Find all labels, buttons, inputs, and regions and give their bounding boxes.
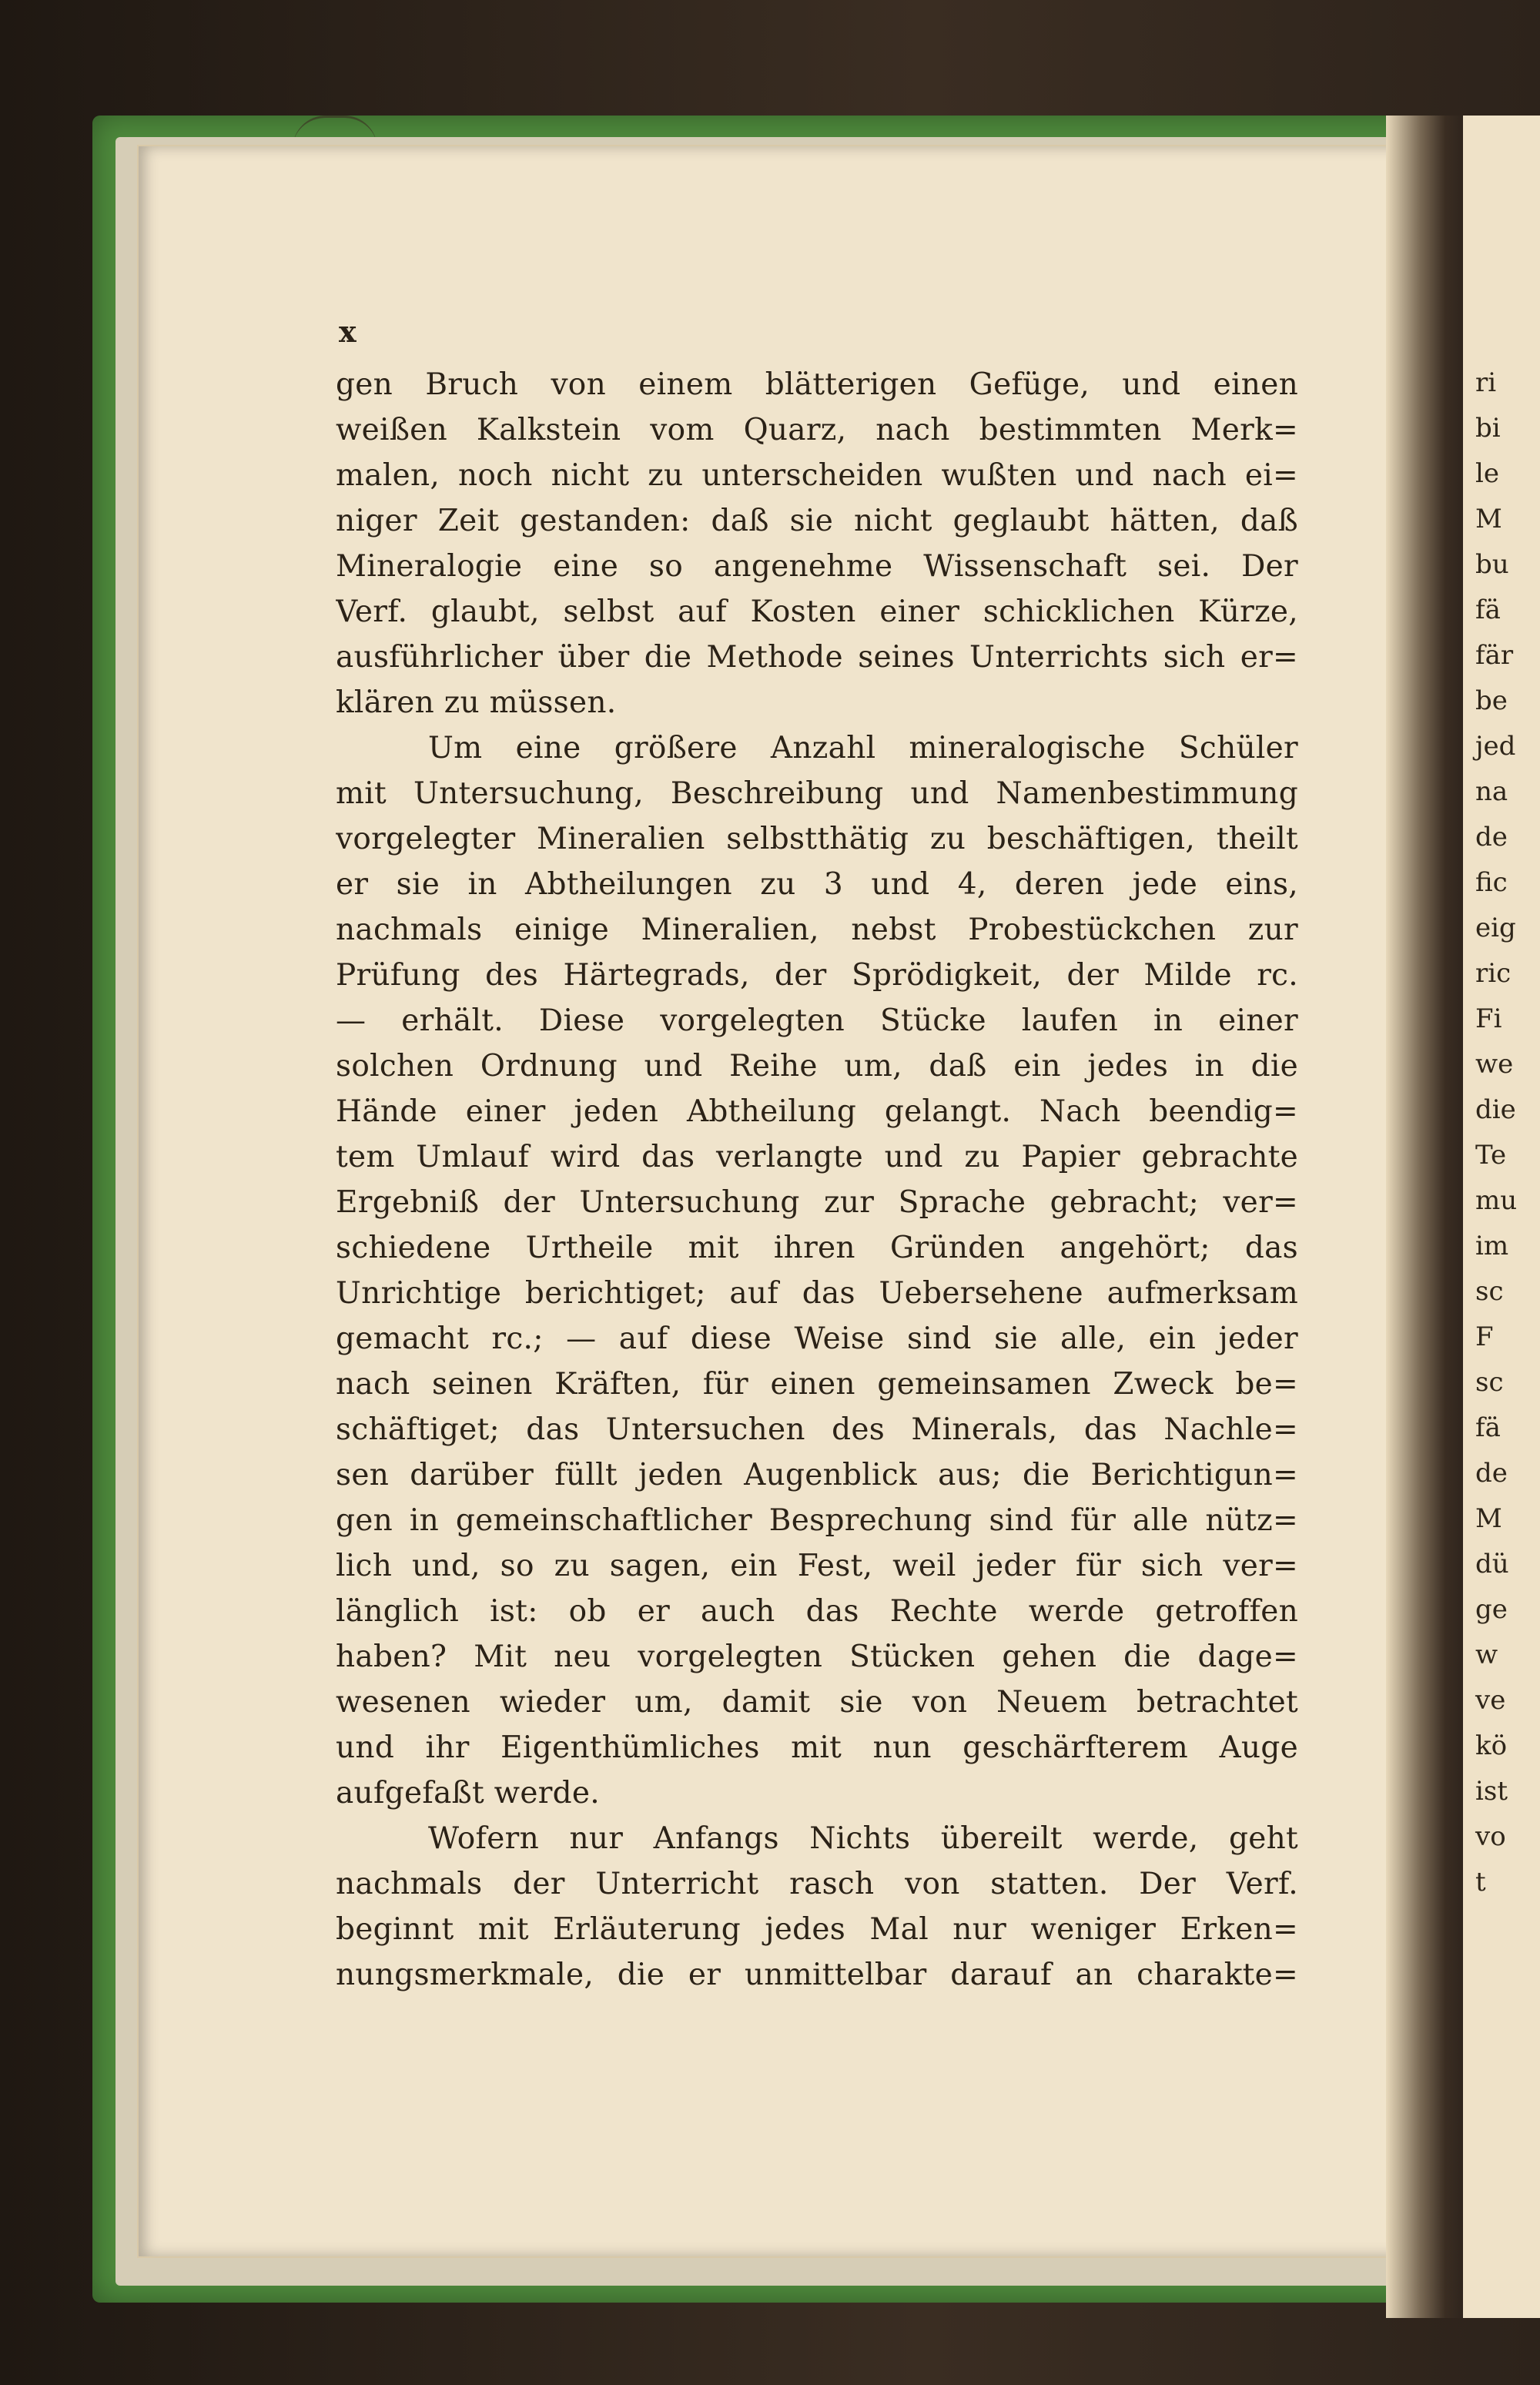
text-line: gemacht rc.; — auf diese Weise sind sie alle, ein jeder — [336, 1321, 1298, 1356]
facing-page-fragment — [1463, 116, 1540, 2318]
text-line: malen, noch nicht zu unterscheiden wußten und nach ei= — [336, 458, 1298, 493]
facing-line: im — [1475, 1231, 1509, 1261]
facing-line: fär — [1475, 640, 1514, 671]
facing-line: M — [1475, 504, 1502, 534]
text-line: gen in gemeinschaftlicher Besprechung sind für alle nütz= — [336, 1503, 1298, 1538]
facing-line: ri — [1475, 367, 1497, 398]
text-line: sen darüber füllt jeden Augenblick aus; die Berichtigun= — [336, 1458, 1298, 1492]
text-line: nachmals der Unterricht rasch von statten. Der Verf. — [336, 1867, 1298, 1901]
facing-line: bu — [1475, 549, 1509, 580]
facing-line: Fi — [1475, 1003, 1502, 1034]
text-line: niger Zeit gestanden: daß sie nicht geglaubt hätten, daß — [336, 504, 1298, 538]
text-line: aufgefaßt werde. — [336, 1776, 601, 1811]
page-body — [336, 362, 1298, 1998]
text-line: tem Umlauf wird das verlangte und zu Papier gebrachte — [336, 1140, 1298, 1174]
text-line: Hände einer jeden Abtheilung gelangt. Nach beendig= — [336, 1094, 1298, 1129]
paragraph-start: Um eine größere Anzahl mineralogische Schüler — [428, 731, 1298, 765]
facing-line: mu — [1475, 1185, 1518, 1216]
text-line: nachmals einige Mineralien, nebst Probestückchen zur — [336, 913, 1298, 947]
facing-line: eig — [1475, 913, 1516, 943]
text-line: weißen Kalkstein vom Quarz, nach bestimmten Merk= — [336, 413, 1298, 447]
page-number: x — [339, 314, 357, 349]
facing-line: w — [1475, 1640, 1498, 1670]
text-line: mit Untersuchung, Beschreibung und Namenbestimmung — [336, 776, 1298, 811]
facing-line: F — [1475, 1321, 1494, 1352]
facing-line: t — [1475, 1867, 1486, 1898]
text-line: solchen Ordnung und Reihe um, daß ein jedes in die — [336, 1049, 1298, 1084]
facing-line: fä — [1475, 595, 1501, 625]
text-line: haben? Mit neu vorgelegten Stücken gehen die dage= — [336, 1640, 1298, 1674]
text-line: wesenen wieder um, damit sie von Neuem betrachtet — [336, 1685, 1298, 1720]
facing-line: sc — [1475, 1276, 1504, 1307]
facing-line: de — [1475, 822, 1508, 853]
text-line: und ihr Eigenthümliches mit nun geschärfterem Auge — [336, 1730, 1298, 1765]
facing-line: vo — [1475, 1821, 1506, 1852]
text-line: beginnt mit Erläuterung jedes Mal nur weniger Erken= — [336, 1912, 1298, 1947]
facing-line: jed — [1475, 731, 1516, 762]
text-line: länglich ist: ob er auch das Rechte werde getroffen — [336, 1594, 1298, 1629]
text-line: Unrichtige berichtiget; auf das Uebersehene aufmerksam — [336, 1276, 1298, 1311]
text-line: klären zu müssen. — [336, 685, 617, 720]
facing-line: na — [1475, 776, 1508, 807]
facing-line: Te — [1475, 1140, 1507, 1171]
text-line: gen Bruch von einem blätterigen Gefüge, und einen — [336, 367, 1298, 402]
facing-line: bi — [1475, 413, 1501, 444]
facing-line: ric — [1475, 958, 1512, 989]
facing-line: die — [1475, 1094, 1516, 1125]
text-line: Ergebniß der Untersuchung zur Sprache gebracht; ver= — [336, 1185, 1298, 1220]
facing-line: ist — [1475, 1776, 1508, 1807]
facing-line: fä — [1475, 1412, 1501, 1443]
text-line: nungsmerkmale, die er unmittelbar darauf an charakte= — [336, 1958, 1298, 1992]
facing-line: ve — [1475, 1685, 1506, 1716]
facing-line: le — [1475, 458, 1499, 489]
text-line: ausführlicher über die Methode seines Unterrichts sich er= — [336, 640, 1298, 675]
text-line: Mineralogie eine so angenehme Wissenschaft sei. Der — [336, 549, 1298, 584]
text-line: nach seinen Kräften, für einen gemeinsamen Zweck be= — [336, 1367, 1298, 1402]
text-line: — erhält. Diese vorgelegten Stücke laufen in einer — [336, 1003, 1298, 1038]
book-gutter — [1386, 116, 1471, 2318]
facing-line: dü — [1475, 1549, 1509, 1579]
facing-line: ge — [1475, 1594, 1508, 1625]
text-line: er sie in Abtheilungen zu 3 und 4, deren jede eins, — [336, 867, 1298, 902]
paragraph-start: Wofern nur Anfangs Nichts übereilt werde, geht — [428, 1821, 1298, 1856]
text-line: vorgelegter Mineralien selbstthätig zu beschäftigen, theilt — [336, 822, 1298, 856]
facing-line: we — [1475, 1049, 1514, 1080]
facing-line: sc — [1475, 1367, 1504, 1398]
facing-line: be — [1475, 685, 1508, 716]
facing-line: de — [1475, 1458, 1508, 1489]
text-line: schäftiget; das Untersuchen des Minerals, das Nachle= — [336, 1412, 1298, 1447]
facing-line: fic — [1475, 867, 1508, 898]
text-line: Verf. glaubt, selbst auf Kosten einer schicklichen Kürze, — [336, 595, 1298, 629]
text-line: schiedene Urtheile mit ihren Gründen angehört; das — [336, 1231, 1298, 1265]
facing-line: kö — [1475, 1730, 1508, 1761]
text-line: lich und, so zu sagen, ein Fest, weil jeder für sich ver= — [336, 1549, 1298, 1583]
facing-line: M — [1475, 1503, 1502, 1534]
text-line: Prüfung des Härtegrads, der Sprödigkeit, der Milde rc. — [336, 958, 1298, 993]
